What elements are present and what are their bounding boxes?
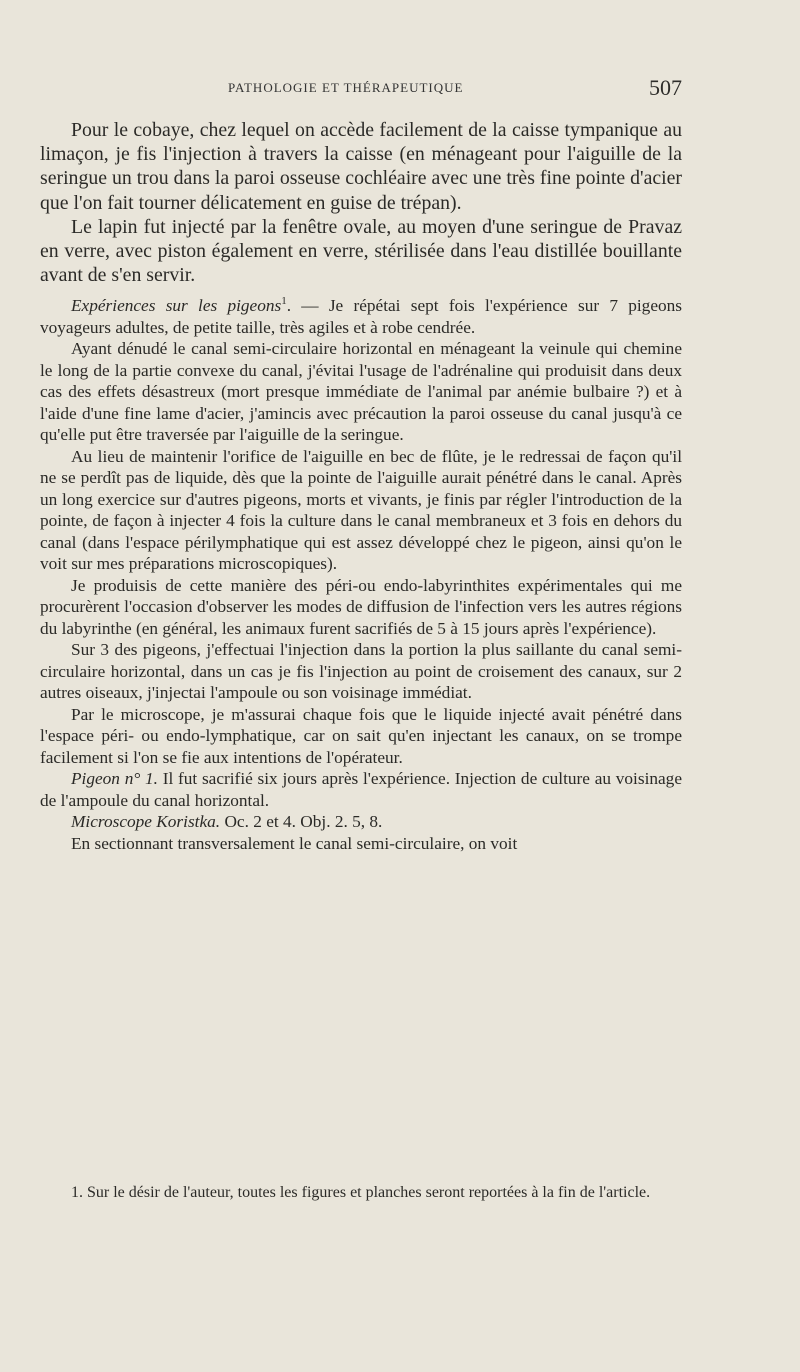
small-print-section — [40, 295, 682, 854]
footnote-text: 1. Sur le désir de l'auteur, toutes les figures et planches seront reportées à la fin de l'article. — [71, 1184, 651, 1201]
pigeon-1-title: Pigeon n° 1. — [71, 769, 158, 789]
body-text — [40, 118, 682, 854]
paragraph-aiguille: Au lieu de maintenir l'orifice de l'aiguille en bec de flûte, je le redressai de façon qu'il ne se perdît pas de liquide, dès que la pointe de l'aiguille aurait pénétré dans le canal. Après un long exercice sur d'autres pigeons, morts et vivants, je finis par régler l'introduction de la pointe, de façon à injecter 4 fois la culture dans le canal membraneux et 3 fois en dehors du canal (dans l'espace périlymphatique qui est assez développé chez le pigeon, ainsi qu'on le voit sur mes préparations microscopiques). — [40, 446, 682, 574]
paragraph-canal: Ayant dénudé le canal semi-circulaire horizontal en ménageant la veinule qui chemine le long de la partie convexe du canal, j'évitai l'usage de l'adrénaline qui produisit dans deux cas des effets désastreux (mort presque immédiate de l'animal par anémie bulbaire ?) et à l'aide d'une fine lame d'acier, j'amincis avec précaution la paroi osseuse du canal jusqu'à ce qu'elle put être traversée par l'aiguille de la seringue. — [40, 339, 682, 445]
footnote-ref: 1 — [281, 295, 287, 308]
paragraph-pigeons-text: . — Je répétai sept fois l'expérience sur 7 pigeons voyageurs adultes, de petite taille, très agiles et à robe cendrée. — [40, 296, 682, 337]
page-number: 507 — [649, 75, 682, 100]
page-header — [40, 75, 682, 102]
microscope-name: Microscope Koristka. — [71, 812, 221, 832]
paragraph-pigeons-intro — [40, 295, 682, 338]
running-title: PATHOLOGIE ET THÉRAPEUTIQUE — [228, 80, 464, 95]
paragraph-pigeon-1 — [40, 768, 682, 811]
paragraph-koristka — [40, 811, 682, 833]
section-title-pigeons: Expériences sur les pigeons — [71, 296, 282, 316]
pigeon-1-text: Il fut sacrifié six jours après l'expérience. Injection de culture au voisinage de l'ampoule du canal horizontal. — [40, 769, 682, 810]
paragraph-lapin: Le lapin fut injecté par la fenêtre ovale, au moyen d'une seringue de Pravaz en verre, avec piston également en verre, stérilisée dans l'eau distillée bouillante avant de s'en servir. — [40, 215, 682, 287]
paragraph-section: En sectionnant transversalement le canal semi-circulaire, on voit — [71, 833, 518, 853]
footnote — [40, 1183, 682, 1203]
microscope-settings: Oc. 2 et 4. Obj. 2. 5, 8. — [220, 812, 383, 832]
paragraph-injection: Sur 3 des pigeons, j'effectuai l'injection dans la portion la plus saillante du canal semi-circulaire horizontal, dans un cas je fis l'injection au point de croisement des canaux, sur 2 autres oiseaux, j'injectai l'ampoule ou son voisinage immédiat. — [40, 640, 682, 703]
large-print-section — [40, 118, 682, 287]
paragraph-cobaye: Pour le cobaye, chez lequel on accède facilement de la caisse tympanique au limaçon, je fis l'injection à travers la caisse (en ménageant pour l'aiguille de la seringue un trou dans la paroi osseuse cochléaire avec une très fine pointe d'acier que l'on fait tourner délicatement en guise de trépan). — [40, 119, 682, 214]
paragraph-microscope: Par le microscope, je m'assurai chaque fois que le liquide injecté avait pénétré dans l'espace péri- ou endo-lymphatique, car on sait qu'en injectant les canaux, on se trompe facilement si l'on se fie aux intentions de l'opérateur. — [40, 704, 682, 767]
paragraph-labyrinthites: Je produisis de cette manière des péri-ou endo-labyrinthites expérimentales qui me procurèrent l'occasion d'observer les modes de diffusion de l'infection vers les autres régions du labyrinthe (en général, les animaux furent sacrifiés de 5 à 15 jours après l'expérience). — [40, 575, 682, 638]
